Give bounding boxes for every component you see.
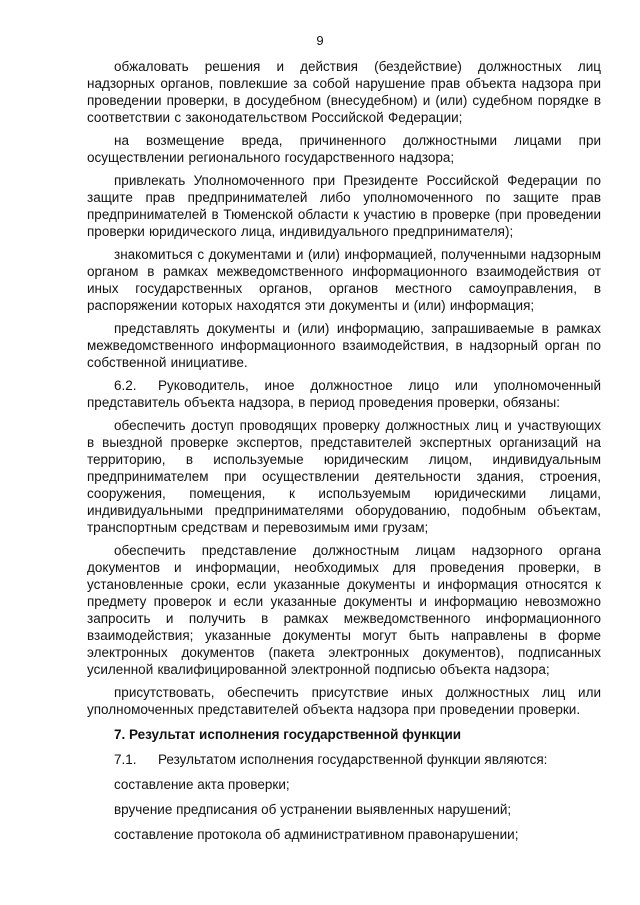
paragraph-appeal-rights: обжаловать решения и действия (бездействие) должностных лиц надзорных органов, повлекшие за собой нарушение прав объекта надзора при проведении проверки, в досудебном (внесудебном) и (или) судебном порядке в соответствии с законодательством Российской Федерации;: [87, 59, 601, 125]
paragraph-ensure-presence: присутствовать, обеспечить присутствие иных должностных лиц или уполномоченных представителей объекта надзора при проведении проверки.: [87, 685, 601, 717]
result-item: составление протокола об административном правонарушении;: [114, 827, 519, 842]
paragraph-involve-ombudsman: привлекать Уполномоченного при Президенте Российской Федерации по защите прав предпринимателей либо уполномоченного по защите прав предпринимателей в Тюменской области к участию в проверке (при проведении проверки юридического лица, индивидуального предпринимателя);: [87, 173, 601, 239]
paragraph-submit-documents: представлять документы и (или) информацию, запрашиваемые в рамках межведомственного информационного взаимодействия, в надзорный орган по собственной инициативе.: [87, 321, 601, 370]
paragraph-provide-access: обеспечить доступ проводящих проверку должностных лиц и участвующих в выездной проверке экспертов, представителей экспертных организаций на территорию, в используемые юридическим лицом, индивидуальным предпринимателем при осуществлении деятельности здания, строения, сооружения, помещения, к используемым юридическими лицами, индивидуальными предпринимателями оборудованию, подобным объектам, транспортным средствам и перевозимым ими грузам;: [87, 418, 601, 535]
paragraph-obligations-intro: [87, 377, 601, 411]
clause-number: 7.1.: [114, 752, 137, 767]
paragraph-damage-compensation: на возмещение вреда, причиненного должностными лицами при осуществлении регионального государственного надзора;: [87, 133, 601, 165]
result-item: составление акта проверки;: [114, 777, 290, 792]
clause-number: 6.2.: [114, 378, 137, 393]
result-intro: [87, 751, 601, 768]
document-body: [87, 58, 601, 851]
result-item: вручение предписания об устранении выявленных нарушений;: [114, 802, 512, 817]
section-heading: 7. Результат исполнения государственной функции: [114, 727, 462, 742]
clause-text: Результатом исполнения государственной функции являются:: [158, 752, 548, 767]
paragraph-provide-documents: обеспечить представление должностным лицам надзорного органа документов и информации, необходимых для проведения проверки, в установленные сроки, если указанные документы и информация относятся к предмету проверок и если указанные документы и информацию невозможно запросить и получить в рамках межведомственного информационного взаимодействия; указанные документы могут быть направлены в форме электронных документов (пакета электронных документов), подписанных усиленной квалифицированной электронной подписью объекта надзора;: [87, 543, 601, 677]
clause-text: Руководитель, иное должностное лицо или уполномоченный представитель объекта надзора, в период проведения проверки, обязаны:: [87, 378, 601, 410]
paragraph-review-documents: знакомиться с документами и (или) информацией, полученными надзорным органом в рамках межведомственного информационного взаимодействия от иных государственных органов, органов местного самоуправления, в распоряжении которых находятся эти документы и (или) информация;: [87, 247, 601, 313]
page-number: 9: [316, 33, 324, 48]
